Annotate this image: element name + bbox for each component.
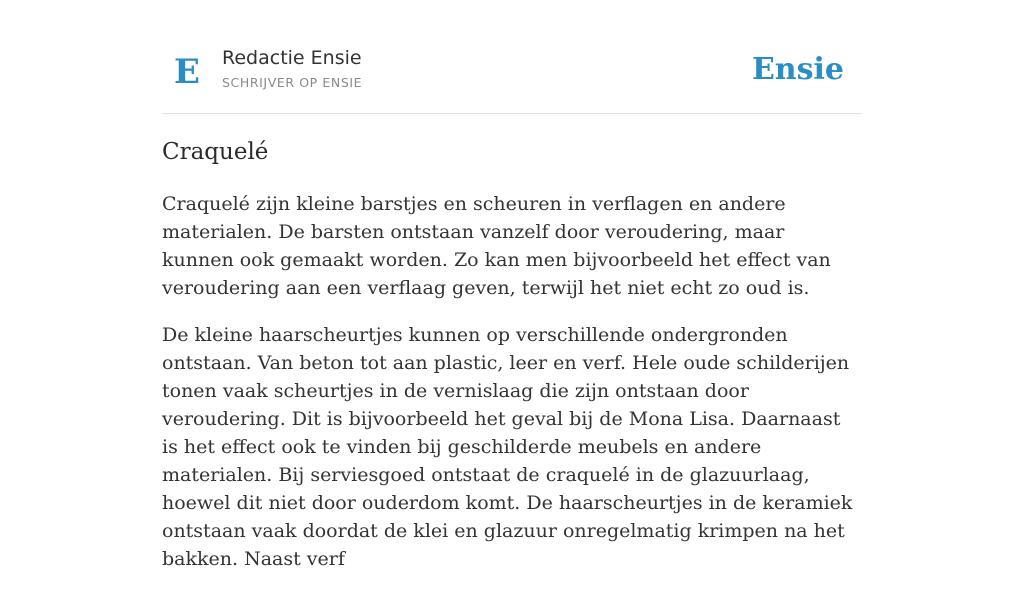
brand-logo[interactable]: Ensie	[751, 52, 844, 87]
article-card	[162, 0, 862, 570]
author-avatar[interactable]: E	[174, 52, 200, 92]
author-role: SCHRIJVER OP ENSIE	[222, 75, 363, 90]
article-paragraph: De kleine haarscheurtjes kunnen op verschillende ondergronden ontstaan. Van beton tot aan plastic, leer en verf. Hele oude schilderijen tonen vaak scheurtjes in de vernislaag die zijn ontstaan door veroudering. Dit is bijvoorbeeld het geval bij de Mona Lisa. Daarnaast is het effect ook te vinden bij geschilderde meubels en andere materialen. Bij serviesgoed ontstaat de craquelé in de glazuurlaag, hoewel dit niet door ouderdom komt. De haarscheurtjes in de keramiek ontstaan vaak doordat de klei en glazuur onregelmatig krimpen na het bakken. Naast verf	[162, 324, 853, 570]
article-title: Craquelé	[162, 139, 269, 165]
author-name[interactable]: Redactie Ensie	[222, 47, 362, 69]
article-header	[162, 0, 862, 114]
article-paragraph: Craquelé zijn kleine barstjes en scheuren in verflagen en andere materialen. De barsten ontstaan vanzelf door veroudering, maar kunnen ook gemaakt worden. Zo kan men bijvoorbeeld het effect van veroudering aan een verflaag geven, terwijl het niet echt zo oud is.	[162, 193, 831, 299]
article-body	[162, 190, 862, 592]
